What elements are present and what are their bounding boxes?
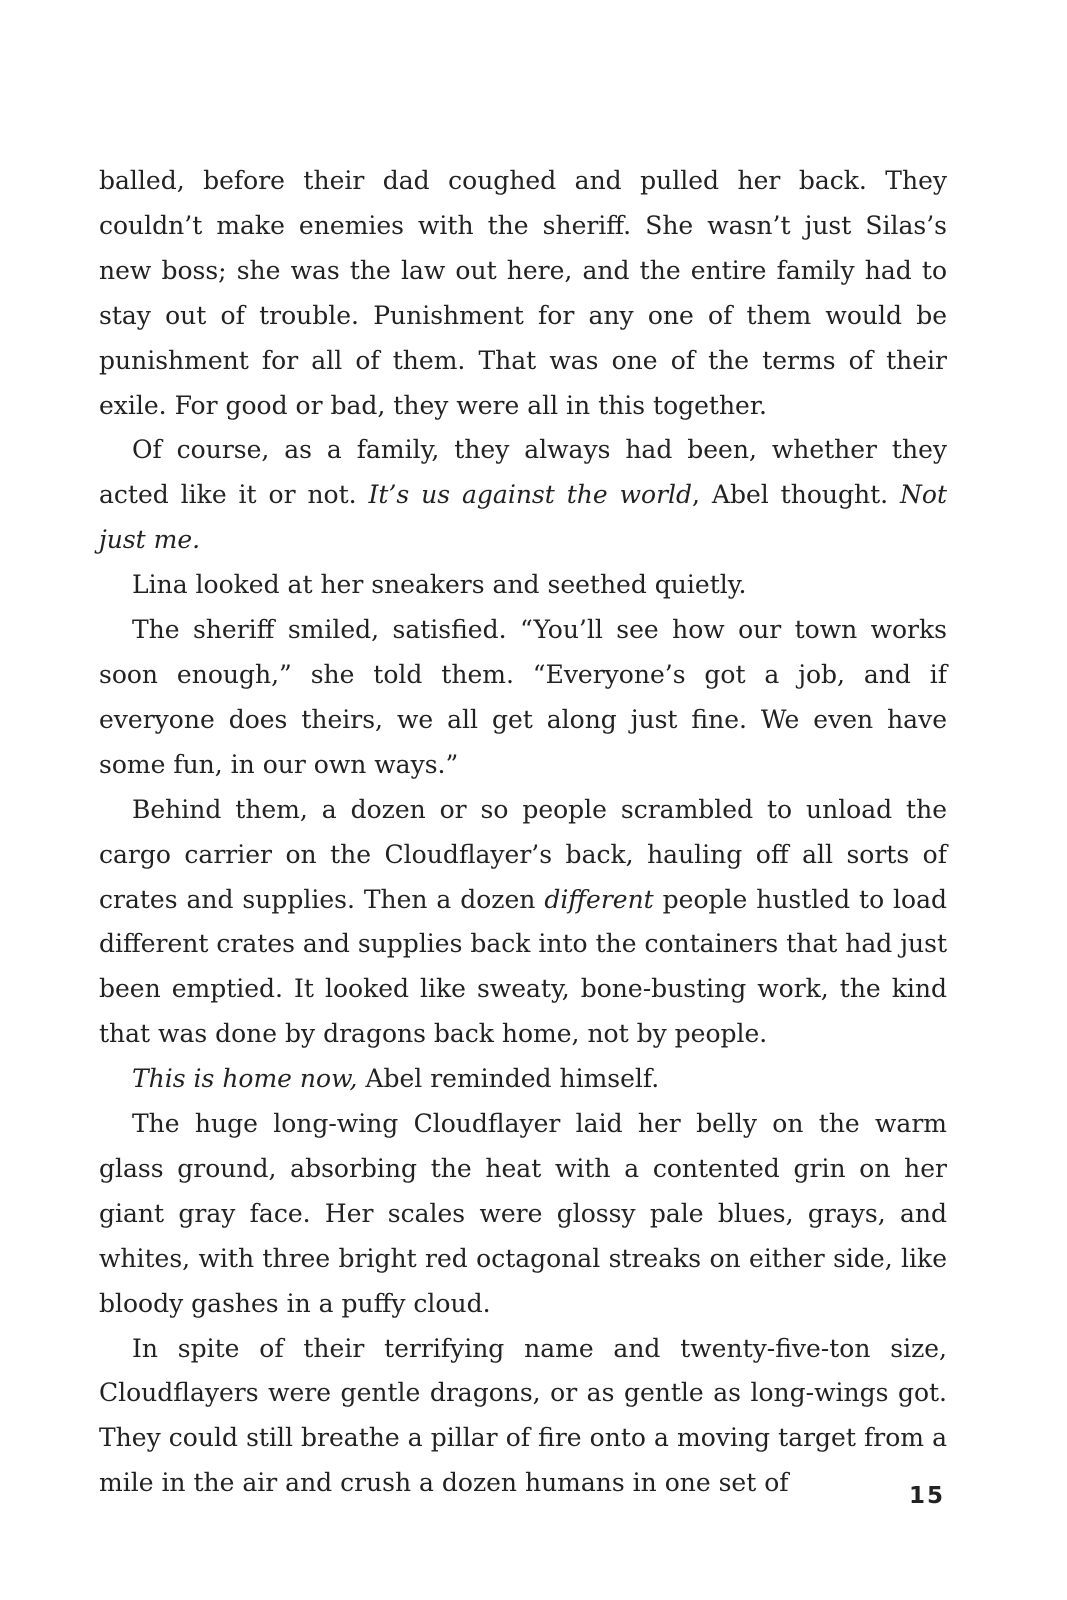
paragraph: [99, 1102, 947, 1327]
text-run: Of course, as a family, they always had been, whether they acted like it or not.: [99, 435, 947, 510]
paragraph: [99, 159, 947, 428]
paragraph: [99, 1327, 947, 1507]
text-run: Abel reminded himself.: [357, 1064, 660, 1094]
text-run: people hustled to load different crates and supplies back into the containers that had just been emptied. It looked like sweaty, bone-busting work, the kind that was done by dragons back home, not by people.: [99, 884, 947, 1049]
italic-text: It’s us against the world: [368, 480, 693, 510]
paragraph: [99, 428, 947, 563]
paragraph: [99, 1057, 947, 1102]
italic-text: different: [544, 884, 654, 914]
paragraph: [99, 563, 947, 608]
text-run: The huge long-wing Cloudflayer laid her belly on the warm glass ground, absorbing the heat with a contented grin on her giant gray face. Her scales were glossy pale blues, grays, and whites, with three bright red octagonal streaks on either side, like bloody gashes in a puffy cloud.: [99, 1109, 947, 1318]
text-run: , Abel thought.: [692, 480, 901, 510]
text-run: The sheriff smiled, satisfied. “You’ll see how our town works soon enough,” she told them. “Everyone’s got a job, and if everyone does theirs, we all get along just fine. We even have some fun, in our own ways.”: [99, 615, 947, 779]
text-run: Behind them, a dozen or so people scrambled to unload the cargo carrier on the Cloudflayer’s back, hauling off all sorts of crates and supplies. Then a dozen: [99, 794, 947, 914]
text-run: In spite of their terrifying name and twenty-five-ton size, Cloudflayers were gentle dragons, or as gentle as long-wings got. They could still breathe a pillar of fire onto a moving target from a mile in the air and crush a dozen humans in one set of: [99, 1333, 947, 1498]
text-run: balled, before their dad coughed and pulled her back. They couldn’t make enemies with the sheriff. She wasn’t just Silas’s new boss; she was the law out here, and the entire family had to stay out of trouble. Punishment for any one of them would be punishment for all of them. That was one of the terms of their exile. For good or bad, they were all in this together.: [99, 166, 947, 420]
page-number: 15: [908, 1483, 945, 1509]
paragraph: [99, 788, 947, 1057]
text-run: Lina looked at her sneakers and seethed quietly.: [132, 570, 747, 600]
paragraph: [99, 608, 947, 788]
italic-text: This is home now,: [132, 1064, 358, 1094]
italic-text: Not just me.: [99, 480, 947, 555]
body-text: [99, 159, 947, 1506]
